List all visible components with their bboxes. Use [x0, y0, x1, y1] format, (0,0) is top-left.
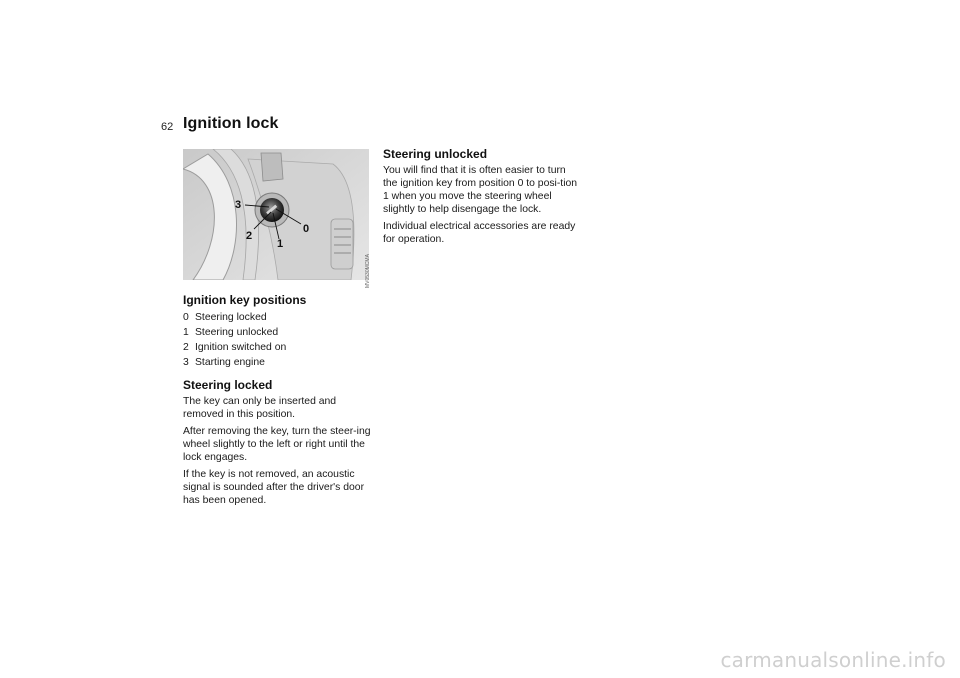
- right-column: [383, 147, 579, 250]
- paragraph: If the key is not removed, an acoustic signal is sounded after the driver's door has been opened.: [183, 469, 365, 506]
- position-number: 2: [183, 342, 189, 353]
- position-label: Steering locked: [195, 312, 267, 323]
- positions-section: [183, 293, 379, 370]
- watermark: carmanualsonline.info: [720, 648, 946, 672]
- position-label: Starting engine: [195, 357, 265, 368]
- position-label: Steering unlocked: [195, 327, 279, 338]
- callout-3: 3: [235, 199, 242, 211]
- ignition-lock-figure: [183, 149, 369, 280]
- list-item: [183, 325, 379, 340]
- position-number: 3: [183, 357, 189, 368]
- positions-heading: Ignition key positions: [183, 293, 307, 307]
- callout-2: 2: [246, 230, 253, 242]
- figure-code: MV0530MCMA: [365, 254, 371, 288]
- steering-unlocked-heading: Steering unlocked: [383, 147, 488, 161]
- steering-locked-section: [183, 378, 379, 507]
- steering-locked-heading: Steering locked: [183, 378, 273, 392]
- page-title: Ignition lock: [183, 115, 279, 132]
- paragraph: The key can only be inserted and removed in this position.: [183, 396, 337, 420]
- callout-0: 0: [303, 223, 310, 235]
- position-number: 0: [183, 312, 189, 323]
- ignition-lock-illustration: [183, 149, 369, 280]
- position-label: Ignition switched on: [195, 342, 287, 353]
- paragraph: You will find that it is often easier to turn the ignition key from position 0 to posi-tion 1 when you move the steering wheel slightly to help disengage the lock.: [383, 165, 578, 215]
- list-item: [183, 340, 379, 355]
- left-column: [183, 293, 379, 511]
- callout-1: 1: [277, 238, 284, 250]
- page-number: 62: [161, 121, 174, 133]
- list-item: [183, 310, 379, 325]
- steering-unlocked-section: [383, 147, 579, 246]
- list-item: [183, 355, 379, 370]
- paragraph: After removing the key, turn the steer-ing wheel slightly to the left or right until the lock engages.: [183, 426, 371, 463]
- position-number: 1: [183, 327, 189, 338]
- paragraph: Individual electrical accessories are ready for operation.: [383, 221, 576, 245]
- positions-list: [183, 310, 379, 370]
